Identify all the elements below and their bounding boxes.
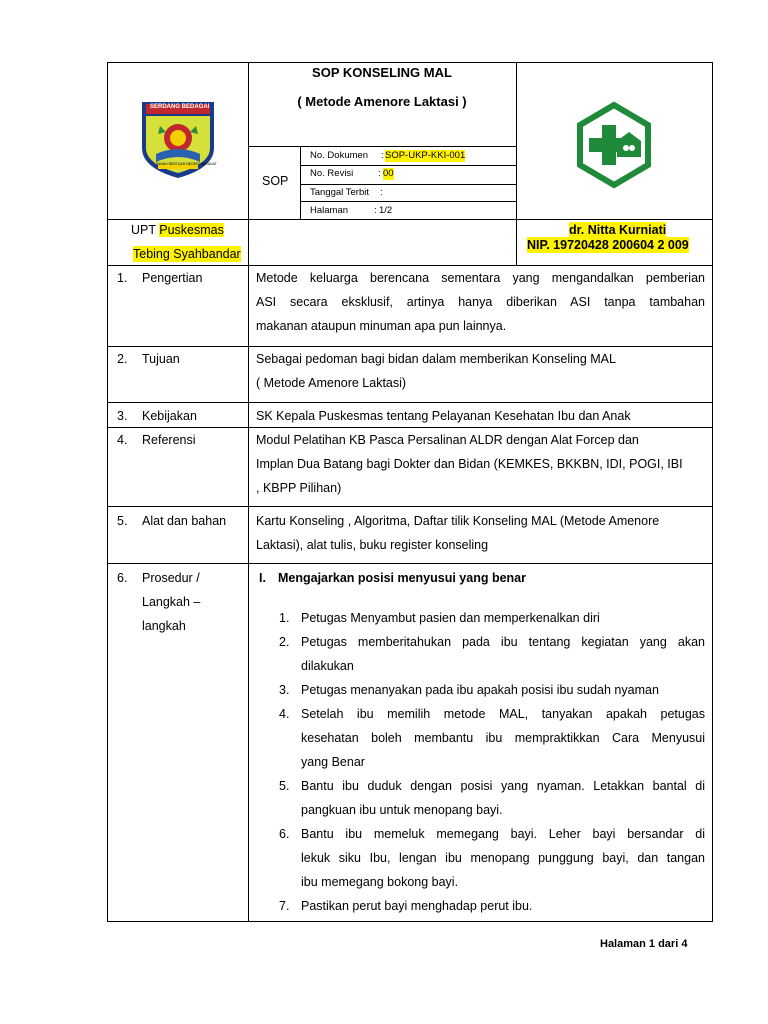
row-number: 5. <box>117 514 128 528</box>
page-label: Halaman <box>310 205 349 216</box>
org-name-2: Tebing Syahbandar <box>133 247 241 261</box>
step-number: 2. <box>279 635 290 649</box>
step-number: 1. <box>279 611 290 625</box>
revision-value: 00 <box>383 168 394 179</box>
puskesmas-logo <box>575 101 653 189</box>
row-label: Tujuan <box>142 352 180 366</box>
signer-name: dr. Nitta Kurniati <box>569 223 667 237</box>
row-text-line: Laktasi), alat tulis, buku register konseling <box>256 538 489 552</box>
step-number: 5. <box>279 779 290 793</box>
row-label: Pengertian <box>142 271 203 285</box>
step-text-line: pangkuan ibu untuk menopang bayi. <box>301 803 503 817</box>
step-text-line: yang Benar <box>301 755 365 769</box>
row-number: 2. <box>117 352 128 366</box>
row-number: 1. <box>117 271 128 285</box>
row-number: 4. <box>117 433 128 447</box>
sop-label: SOP <box>262 174 289 188</box>
revision-label: No. Revisi <box>310 168 354 179</box>
row-text-line: makanan ataupun minuman apa pun lainnya. <box>256 319 507 333</box>
step-text-line: kesehatan boleh membantu ibu mempraktikkan Cara Menyusui <box>301 731 705 745</box>
step-text-line: Pastikan perut bayi menghadap perut ibu. <box>301 899 533 913</box>
document-title: SOP KONSELING MAL <box>312 65 452 80</box>
row-number: 6. <box>117 571 128 585</box>
step-text-line: lekuk siku Ibu, lengan ibu menopang punggung bayi, dan tangan <box>301 851 705 865</box>
row-label: Langkah – <box>142 595 201 609</box>
page-value: 1/2 <box>379 205 393 216</box>
document-subtitle: ( Metode Amenore Laktasi ) <box>297 94 467 109</box>
step-text-line: Bantu ibu memeluk memegang bayi. Leher bayi bersandar di <box>301 827 705 841</box>
row-label: Alat dan bahan <box>142 514 227 528</box>
left-logo <box>136 96 220 180</box>
row-label: Prosedur / <box>142 571 200 585</box>
doc-no-value: SOP-UKP-KKI-001 <box>385 150 466 161</box>
step-text-line: dilakukan <box>301 659 354 673</box>
page-footer: Halaman 1 dari 4 <box>600 938 688 950</box>
step-number: 3. <box>279 683 290 697</box>
row-label: Kebijakan <box>142 409 197 423</box>
step-number: 7. <box>279 899 290 913</box>
signer-nip: NIP. 19720428 200604 2 009 <box>527 238 689 252</box>
row-text-line: Kartu Konseling , Algoritma, Daftar tilik Konseling MAL (Metode Amenore <box>256 514 660 528</box>
row-text-line: ( Metode Amenore Laktasi) <box>256 376 407 390</box>
row-text-line: Sebagai pedoman bagi bidan dalam memberikan Konseling MAL <box>256 352 616 366</box>
row-text-line: , KBPP Pilihan) <box>256 481 342 495</box>
row-text-line: SK Kepala Puskesmas tentang Pelayanan Kesehatan Ibu dan Anak <box>256 409 631 423</box>
row-label: Referensi <box>142 433 196 447</box>
org-name-1: Puskesmas <box>159 223 224 237</box>
step-number: 4. <box>279 707 290 721</box>
section-number: I. <box>259 571 266 585</box>
org-prefix: UPT <box>131 223 156 237</box>
step-number: 6. <box>279 827 290 841</box>
left-logo-motto: TANAH BERTUAH NEGERI BERADAT <box>156 162 217 166</box>
step-text-line: Petugas menanyakan pada ibu apakah posisi ibu sudah nyaman <box>301 683 659 697</box>
step-text-line: ibu memegang bokong bayi. <box>301 875 459 889</box>
section-title: Mengajarkan posisi menyusui yang benar <box>278 571 526 585</box>
step-text-line: Setelah ibu memilih metode MAL, tanyakan apakah petugas <box>301 707 705 721</box>
left-logo-text: SERDANG BEDAGAI <box>150 104 210 110</box>
step-text-line: Bantu ibu duduk dengan posisi yang nyaman. Letakkan bantal di <box>301 779 705 793</box>
row-text-line: Implan Dua Batang bagi Dokter dan Bidan (KEMKES, BKKBN, IDI, POGI, IBI <box>256 457 683 471</box>
row-number: 3. <box>117 409 128 423</box>
step-text-line: Petugas Menyambut pasien dan memperkenalkan diri <box>301 611 600 625</box>
row-text-line: ASI secara eksklusif, artinya hanya diberikan ASI tanpa tambahan <box>256 295 705 309</box>
doc-no-label: No. Dokumen <box>310 150 369 161</box>
row-label: langkah <box>142 619 186 633</box>
issue-date-label: Tanggal Terbit <box>310 187 369 198</box>
row-text-line: Modul Pelatihan KB Pasca Persalinan ALDR dengan Alat Forcep dan <box>256 433 639 447</box>
step-text-line: Petugas memberitahukan pada ibu tentang kegiatan yang akan <box>301 635 705 649</box>
row-text-line: Metode keluarga berencana sementara yang mengandalkan pemberian <box>256 271 705 285</box>
